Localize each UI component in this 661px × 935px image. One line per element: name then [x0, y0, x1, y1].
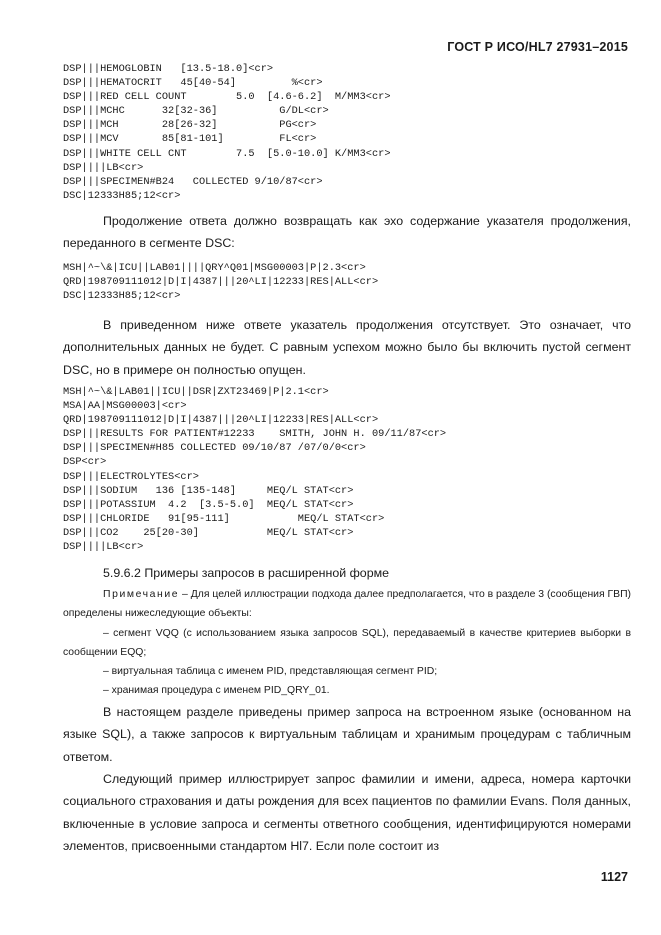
code-block-dsp-results: DSP|||HEMOGLOBIN [13.5-18.0]<cr> DSP|||HEMATOCRIT 45[40-54] %<cr> DSP|||RED CELL COUNT 5.0 [4.6-6.2] M/MM3<cr> DSP|||MCHC 32[32-36] G/DL<cr> DSP|||MCH 28[26-32] PG<cr> DSP|||MCV 85[81-101] FL<cr> DSP|||WHITE CELL CNT 7.5 [5.0-10.0] K/MM3<cr> DSP||||LB<cr> DSP|||SPECIMEN#B24 COLLECTED 9/10/87<cr> DSC|12333H85;12<cr> [63, 63, 391, 202]
note-item: – сегмент VQQ (с использованием языка запросов SQL), передаваемый в качестве критериев выборки в сообщении EQQ; [63, 628, 631, 658]
note-block [63, 585, 631, 623]
paragraph-no-continuation: В приведенном ниже ответе указатель продолжения отсутствует. Это означает, что дополнительных данных не будет. С равным успехом можно было бы включить пустой сегмент DSC, но в примере он полностью опущен. [63, 318, 631, 377]
page-number: 1127 [600, 870, 628, 884]
code-block-dsr-response: MSH|^~\&|LAB01||ICU||DSR|ZXT23469|P|2.1<cr> MSA|AA|MSG00003|<cr> QRD|198709111012|D|I|4387|||20^LI|12233|RES|ALL<cr> DSP|||RESULTS FOR PATIENT#12233 SMITH, JOHN H. 09/11/87<cr> DSP|||SPECIMEN#H85 COLLECTED 09/10/87 /07/0/0<cr> DSP<cr> DSP|||ELECTROLYTES<cr> DSP|||SODIUM 136 [135-148] MEQ/L STAT<cr> DSP|||POTASSIUM 4.2 [3.5-5.0] MEQ/L STAT<cr> DSP|||CHLORIDE 91[95-111] MEQ/L STAT<cr> DSP|||CO2 25[20-30] MEQ/L STAT<cr> DSP||||LB<cr> [63, 386, 447, 554]
note-item: – виртуальная таблица с именем PID, представляющая сегмент PID; [103, 666, 438, 677]
paragraph-continuation-echo: Продолжение ответа должно возвращать как эхо содержание указателя продолжения, переданного в сегменте DSC: [63, 214, 631, 251]
note-label: Примечание [103, 589, 180, 600]
note-text: – Для целей иллюстрации подхода далее предполагается, что в разделе 3 (сообщения ГВП) определены нижеследующие объекты: [63, 589, 631, 619]
code-block-query: MSH|^~\&|ICU||LAB01||||QRY^Q01|MSG00003|P|2.3<cr> QRD|198709111012|D|I|4387|||20^LI|12233|RES|ALL<cr> DSC|12333H85;12<cr> [63, 262, 379, 303]
section-heading: 5.9.6.2 Примеры запросов в расширенной форме [103, 566, 389, 580]
paragraph-section-intro: В настоящем разделе приведены пример запроса на встроенном языке (основанном на языке SQL), а также запросов к виртуальным таблицам и хранимым процедурам с табличным ответом. [63, 705, 631, 764]
note-item: – хранимая процедура с именем PID_QRY_01. [103, 685, 330, 696]
document-header: ГОСТ Р ИСО/HL7 27931–2015 [447, 40, 628, 54]
paragraph-evans-example: Следующий пример иллюстрирует запрос фамилии и имени, адреса, номера карточки социального страхования и даты рождения для всех пациентов по фамилии Evans. Поля данных, включенные в условие запроса и сегменты ответного сообщения, идентифицируются номерами элементов, присвоенными стандартом Hl7. Если поле состоит из [63, 772, 631, 854]
